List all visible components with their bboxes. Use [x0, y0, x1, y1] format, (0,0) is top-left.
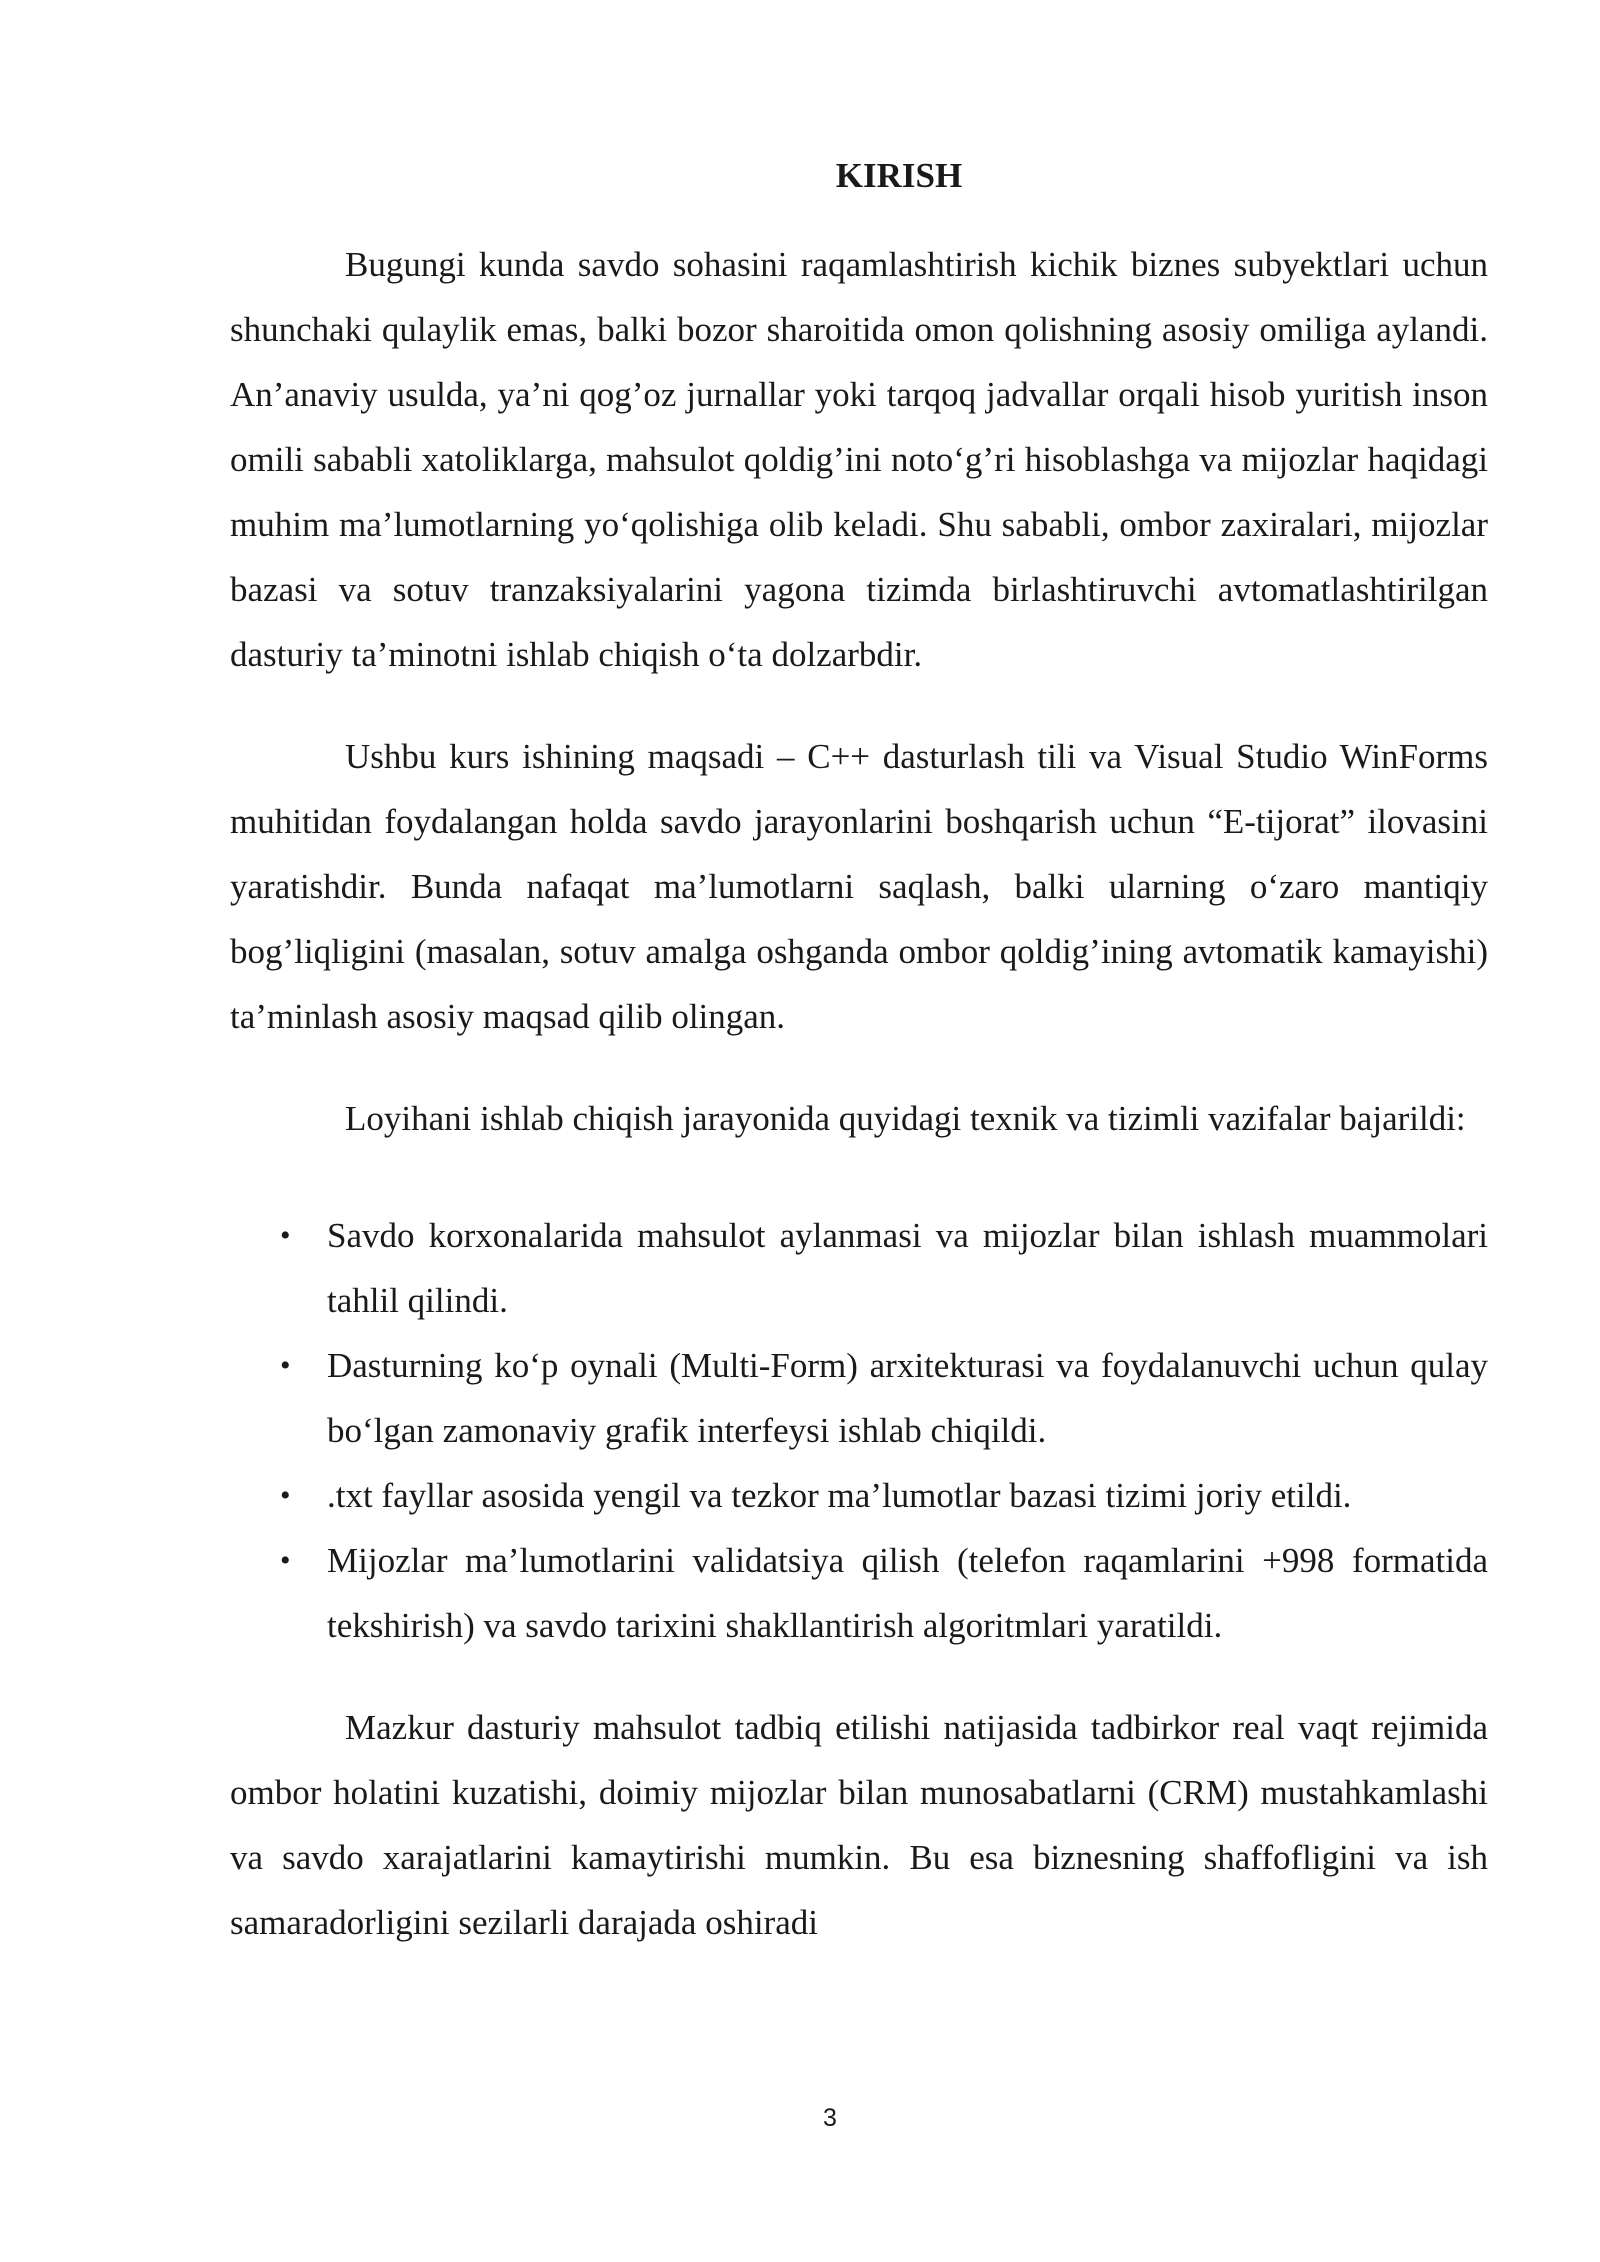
bullet-icon: • — [280, 1219, 291, 1252]
list-item-text: .txt fayllar asosida yengil va tezkor ma’lumotlar bazasi tizimi joriy etildi. — [327, 1476, 1352, 1515]
task-list — [230, 1203, 1488, 1658]
page-content — [230, 150, 1488, 1955]
list-item — [230, 1203, 1488, 1333]
list-item-text: Savdo korxonalarida mahsulot aylanmasi va mijozlar bilan ishlash muammolari tahlil qilindi. — [327, 1216, 1488, 1320]
list-item-text: Mijozlar ma’lumotlarini validatsiya qilish (telefon raqamlarini +998 formatida tekshirish) va savdo tarixini shakllantirish algoritmlari yaratildi. — [327, 1541, 1488, 1645]
page-number: 3 — [823, 2104, 837, 2132]
bullet-icon: • — [280, 1544, 291, 1577]
list-item — [230, 1528, 1488, 1658]
section-title: KIRISH — [835, 156, 963, 195]
bullet-icon: • — [280, 1349, 291, 1382]
list-item — [230, 1463, 1488, 1528]
bullet-icon: • — [280, 1479, 291, 1512]
paragraph-intro: Bugungi kunda savdo sohasini raqamlashtirish kichik biznes subyektlari uchun shunchaki qulaylik emas, balki bozor sharoitida omon qolishning asosiy omiliga aylandi. An’anaviy usulda, ya’ni qog’oz jurnallar yoki tarqoq jadvallar orqali hisob yuritish inson omili sababli xatoliklarga, mahsulot qoldig’ini noto‘g’ri hisoblashga va mijozlar haqidagi muhim ma’lumotlarning yo‘qolishiga olib keladi. Shu sababli, ombor zaxiralari, mijozlar bazasi va sotuv tranzaksiyalarini yagona tizimda birlashtiruvchi avtomatlashtirilgan dasturiy ta’minotni ishlab chiqish o‘ta dolzarbdir. — [230, 245, 1488, 674]
paragraph-goal: Ushbu kurs ishining maqsadi – C++ dasturlash tili va Visual Studio WinForms muhitidan foydalangan holda savdo jarayonlarini boshqarish uchun “E-tijorat” ilovasini yaratishdir. Bunda nafaqat ma’lumotlarni saqlash, balki ularning o‘zaro mantiqiy bog’liqligini (masalan, sotuv amalga oshganda ombor qoldig’ining avtomatik kamayishi) ta’minlash asosiy maqsad qilib olingan. — [230, 737, 1488, 1036]
list-item — [230, 1333, 1488, 1463]
paragraph-conclusion: Mazkur dasturiy mahsulot tadbiq etilishi natijasida tadbirkor real vaqt rejimida ombor holatini kuzatishi, doimiy mijozlar bilan munosabatlarni (CRM) mustahkamlashi va savdo xarajatlarini kamaytirishi mumkin. Bu esa biznesning shaffofligini va ish samaradorligini sezilarli darajada oshiradi — [230, 1708, 1488, 1942]
paragraph-tasks-lead: Loyihani ishlab chiqish jarayonida quyidagi texnik va tizimli vazifalar bajarildi: — [345, 1099, 1466, 1138]
list-item-text: Dasturning ko‘p oynali (Multi-Form) arxitekturasi va foydalanuvchi uchun qulay bo‘lgan zamonaviy grafik interfeysi ishlab chiqildi. — [327, 1346, 1488, 1450]
